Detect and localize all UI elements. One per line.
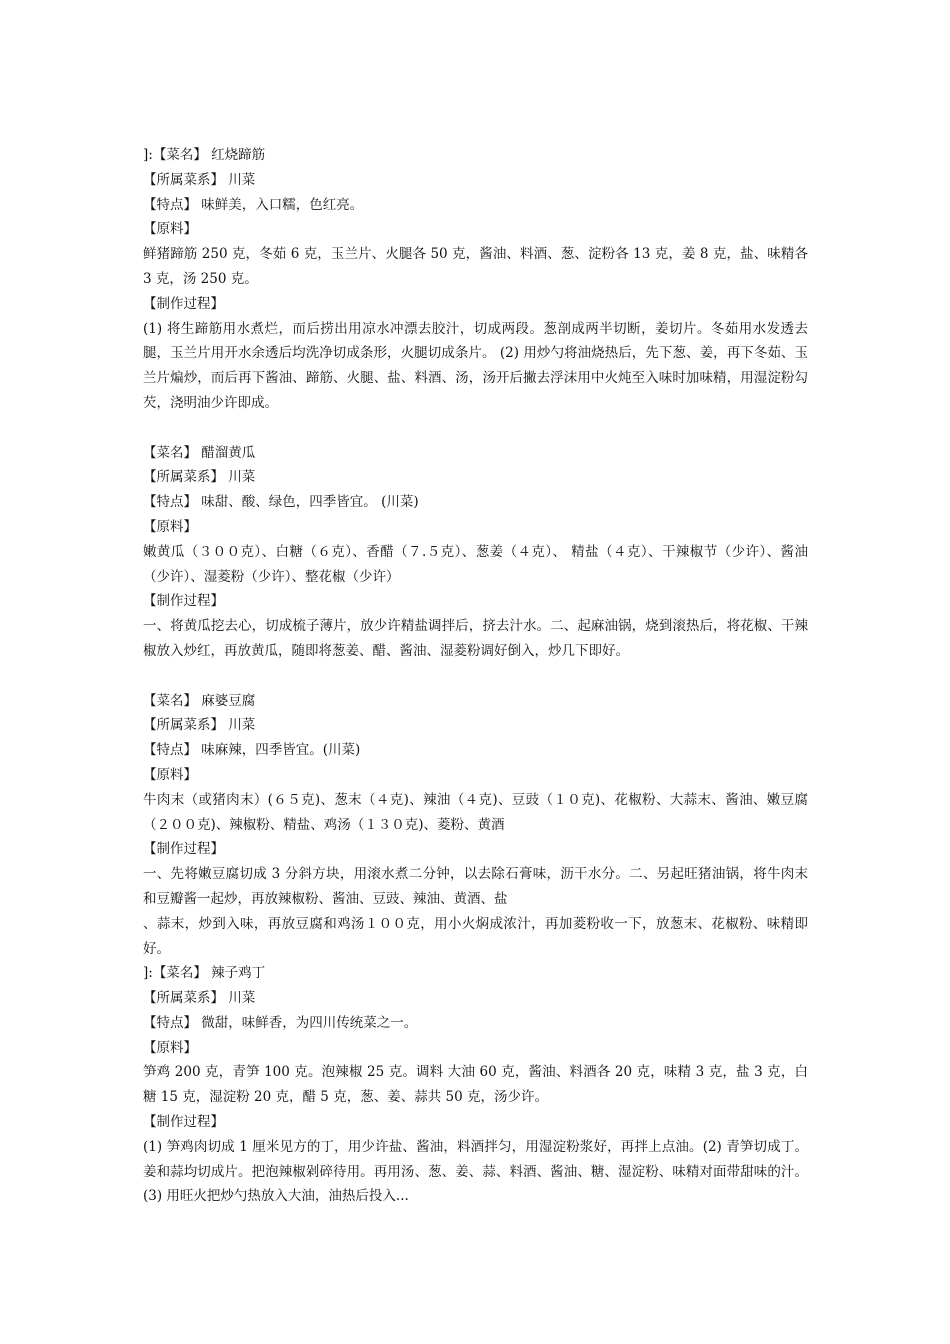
recipe-name: 【菜名】 醋溜黄瓜 <box>143 444 256 461</box>
ingredients-heading: 【原料】 <box>143 1039 197 1056</box>
recipe-feature: 【特点】 味麻辣，四季皆宜。(川菜) <box>143 742 361 759</box>
recipe-document <box>143 143 813 1209</box>
recipe-name: 【菜名】 麻婆豆腐 <box>143 692 256 709</box>
recipe-cuisine: 【所属菜系】 川菜 <box>143 990 256 1007</box>
recipe-lazi-jiding <box>143 961 808 1209</box>
recipe-hongshao-tijin <box>143 143 813 416</box>
ingredients-heading: 【原料】 <box>143 766 197 783</box>
process-text: 一、将黄瓜挖去心，切成梳子薄片，放少许精盐调拌后，挤去汁水。二、起麻油锅，烧到滚热后，将花椒、干辣椒放入炒红，再放黄瓜，随即将葱姜、醋、酱油、湿菱粉调好倒入，炒几下即好。 <box>143 618 808 659</box>
recipe-cuisine: 【所属菜系】 川菜 <box>143 171 256 188</box>
recipe-feature: 【特点】 味鲜美，入口糯，色红亮。 <box>143 196 364 213</box>
recipe-cuisine: 【所属菜系】 川菜 <box>143 469 256 486</box>
process-text-continued: 、蒜末，炒到入味，再放豆腐和鸡汤１００克，用小火焖成浓汁，再加菱粉收一下，放葱末、花椒粉、味精即好。 <box>143 915 808 957</box>
recipe-name: ]:【菜名】 辣子鸡丁 <box>143 965 266 982</box>
ingredients-heading: 【原料】 <box>143 221 197 238</box>
process-text: 一、先将嫩豆腐切成 3 分斜方块，用滚水煮二分钟，以去除石膏味，沥干水分。二、另起旺猪油锅，将牛肉末和豆瓣酱一起炒，再放辣椒粉、酱油、豆豉、辣油、黄酒、盐 <box>143 866 808 907</box>
ingredients-heading: 【原料】 <box>143 518 197 535</box>
recipe-name: ]:【菜名】 红烧蹄筋 <box>143 147 266 163</box>
process-text: (1) 将生蹄筋用水煮烂，而后捞出用凉水冲漂去胶汁，切成两段。葱剖成两半切断，姜切片。冬茹用水发透去腿，玉兰片用开水余透后均洗净切成条形，火腿切成条片。 (2) 用炒勺将油烧热后，先下葱、姜，再下冬茹、玉兰片煸炒，而后再下酱油、蹄筋、火腿、盐、料酒、汤，汤开后撇去浮沫用中火炖至入味时加味精，用湿淀粉勾芡，浇明油少许即成。 <box>143 320 808 411</box>
ingredients-text: 笋鸡 200 克，青笋 100 克。泡辣椒 25 克。调料 大油 60 克，酱油、料酒各 20 克，味精 3 克，盐 3 克，白糖 15 克，湿淀粉 20 克，醋 5 克，葱、姜、蒜共 50 克，汤少许。 <box>143 1064 808 1106</box>
process-heading: 【制作过程】 <box>143 295 224 312</box>
recipe-culiu-huanggua <box>143 441 808 664</box>
ingredients-text: 嫩黄瓜（３００克）、白糖（６克）、香醋（７.５克）、葱姜（４克）、 精盐（４克）、干辣椒节（少许）、酱油（少许）、湿菱粉（少许）、整花椒（少许） <box>143 543 808 585</box>
section-spacer <box>143 416 808 441</box>
recipe-mapo-doufu <box>143 689 808 962</box>
recipe-cuisine: 【所属菜系】 川菜 <box>143 717 256 734</box>
section-spacer <box>143 664 808 689</box>
process-heading: 【制作过程】 <box>143 841 224 858</box>
process-heading: 【制作过程】 <box>143 1114 224 1131</box>
process-heading: 【制作过程】 <box>143 593 224 610</box>
ingredients-text: 牛肉末（或猪肉末）(６５克)、葱末（４克)、辣油（４克)、豆豉（１０克)、花椒粉、大蒜末、酱油、嫩豆腐（２００克)、辣椒粉、精盐、鸡汤（１３０克)、菱粉、黄酒 <box>143 791 808 833</box>
recipe-feature: 【特点】 微甜，味鲜香，为四川传统菜之一。 <box>143 1014 418 1031</box>
process-text: (1) 笋鸡肉切成 1 厘米见方的丁，用少许盐、酱油，料酒拌匀，用湿淀粉浆好，再拌上点油。(2) 青笋切成丁。姜和蒜均切成片。把泡辣椒剁碎待用。再用汤、葱、姜、蒜、料酒、酱油、糖、湿淀粉、味精对面带甜味的汁。(3) 用旺火把炒勺热放入大油，油热后投入... <box>143 1138 808 1205</box>
recipe-feature: 【特点】 味甜、酸、绿色，四季皆宜。 (川菜) <box>143 494 419 511</box>
ingredients-text: 鲜猪蹄筋 250 克，冬茹 6 克，玉兰片、火腿各 50 克，酱油、料酒、葱、淀粉各 13 克，姜 8 克，盐、味精各 3 克，汤 250 克。 <box>143 246 813 287</box>
